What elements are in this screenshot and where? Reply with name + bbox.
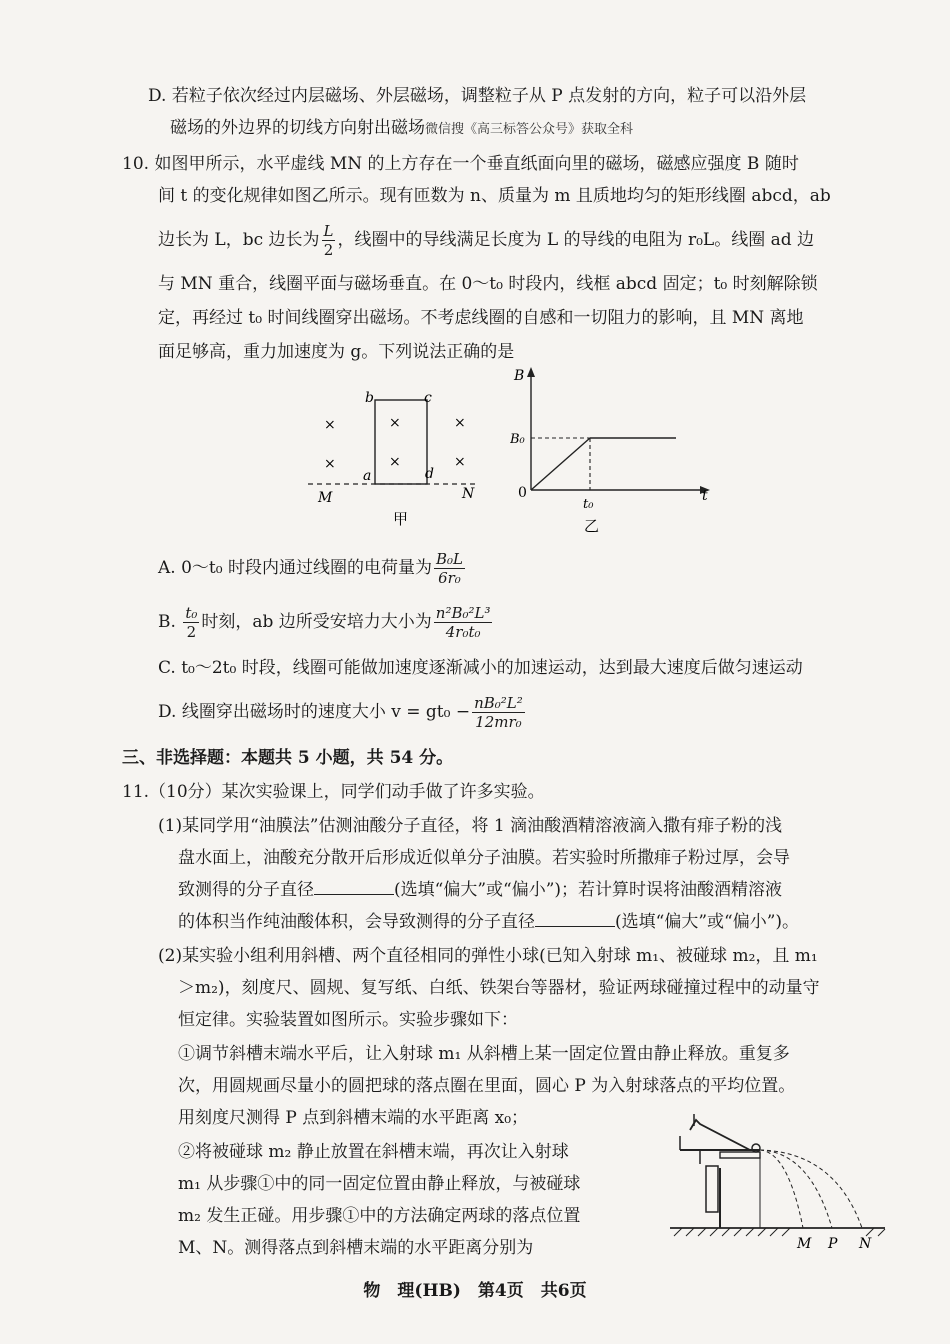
label-a: a xyxy=(363,468,372,484)
label-n: N xyxy=(859,1236,872,1252)
collision-apparatus-figure xyxy=(660,1106,890,1256)
q10-option-c: C. t₀～2t₀ 时段，线圈可能做加速度逐渐减小的加速运动，达到最大速度后做匀速运动 xyxy=(158,658,803,678)
p1-line4-a: 的体积当作纯油酸体积，会导致测得的分子直径 xyxy=(178,912,535,932)
q11-p1-line1: (1)某同学用“油膜法”估测油酸分子直径，将 1 滴油酸酒精溶液滴入撒有痱子粉的浅 xyxy=(158,816,783,836)
cross-mark: × xyxy=(454,415,466,431)
coil-rect xyxy=(375,400,427,484)
frac-num: nB₀²L² xyxy=(474,694,523,712)
q10-line3-b: ，线圈中的导线满足长度为 L 的导线的电阻为 r₀L。线圈 ad 边 xyxy=(337,230,815,250)
q11-p2-line3: 恒定律。实验装置如图所示。实验步骤如下： xyxy=(178,1010,518,1030)
origin-label: 0 xyxy=(518,485,527,501)
caption-jia: 甲 xyxy=(393,510,409,528)
stand-clamp xyxy=(706,1166,718,1212)
q9-option-d-text: 磁场的外边界的切线方向射出磁场 xyxy=(170,118,425,138)
option-a-text: A. 0～t₀ 时段内通过线圈的电荷量为 xyxy=(158,558,432,578)
trajectory-m xyxy=(760,1150,803,1228)
frac-den: 2 xyxy=(186,623,197,641)
q10-option-b xyxy=(158,604,494,641)
figure-jia xyxy=(308,380,488,530)
q9-option-d-line1: D. 若粒子依次经过内层磁场、外层磁场，调整粒子从 P 点发射的方向，粒子可以沿外层 xyxy=(148,86,807,106)
p1-line3-b: (选填“偏大”或“偏小”)；若计算时误将油酸酒精溶液 xyxy=(394,880,783,900)
section-3-heading: 三、非选择题：本题共 5 小题，共 54 分。 xyxy=(122,748,454,768)
q10-line6: 面足够高，重力加速度为 g。下列说法正确的是 xyxy=(158,342,515,362)
q10-line2: 间 t 的变化规律如图乙所示。现有匝数为 n、质量为 m 且质地均匀的矩形线圈 abcd，ab xyxy=(158,186,831,206)
chute-end xyxy=(720,1152,760,1158)
label-c: c xyxy=(424,390,432,406)
page-footer: 物 理(HB) 第4页 共6页 xyxy=(363,1281,587,1301)
label-b: b xyxy=(365,390,374,406)
option-d-text: D. 线圈穿出磁场时的速度大小 v = gt₀ − xyxy=(158,702,471,722)
q10-line5: 定，再经过 t₀ 时间线圈穿出磁场。不考虑线圈的自感和一切阻力的影响，且 MN 离地 xyxy=(158,308,804,328)
q11-p1-line3 xyxy=(178,878,782,902)
answer-blank-1[interactable] xyxy=(314,878,394,895)
frac-den: 12mr₀ xyxy=(475,713,522,731)
axis-label-t: t xyxy=(702,488,708,504)
cross-mark: × xyxy=(389,454,401,470)
frac-den: 2 xyxy=(323,241,334,259)
q11-p2-line2: ＞m₂)，刻度尺、圆规、复写纸、白纸、铁架台等器材，验证两球碰撞过程中的动量守 xyxy=(178,978,820,998)
q11-step1-line3: 用刻度尺测得 P 点到斜槽末端的水平距离 x₀； xyxy=(178,1108,529,1128)
fraction-l-over-2 xyxy=(322,222,336,259)
q11-step2-line2: m₁ 从步骤①中的同一固定位置由静止释放，与被碰球 xyxy=(178,1174,581,1194)
q11-step2-line4: M、N。测得落点到斜槽末端的水平距离分别为 xyxy=(178,1238,534,1258)
q10-line3 xyxy=(158,222,814,259)
chute xyxy=(690,1120,750,1150)
option-a-fraction xyxy=(434,550,465,587)
option-d-fraction xyxy=(472,694,525,731)
frac-num: B₀L xyxy=(435,550,463,568)
label-d: d xyxy=(425,466,434,482)
frac-den: 4r₀t₀ xyxy=(445,623,481,641)
frac-num: n²B₀²L³ xyxy=(435,604,491,622)
b-ramp-line xyxy=(531,438,590,490)
watermark: 微信搜《高三标答公众号》获取全科 xyxy=(425,122,634,137)
q10-line1: 10. 如图甲所示，水平虚线 MN 的上方存在一个垂直纸面向里的磁场，磁感应强度 B 随时 xyxy=(122,154,799,174)
axis-label-b: B xyxy=(514,368,525,384)
q11-step2-line1: ②将被碰球 m₂ 静止放置在斜槽末端，再次让入射球 xyxy=(178,1142,569,1162)
tick-b0: B₀ xyxy=(510,432,525,447)
tick-t0: t₀ xyxy=(583,497,594,512)
trajectory-p xyxy=(760,1150,832,1228)
y-axis-arrow xyxy=(527,367,535,377)
q11-step1-line1: ①调节斜槽末端水平后，让入射球 m₁ 从斜槽上某一固定位置由静止释放。重复多 xyxy=(178,1044,790,1064)
q11-p1-line4 xyxy=(178,910,799,934)
p1-line4-b: (选填“偏大”或“偏小”)。 xyxy=(615,912,800,932)
cross-mark: × xyxy=(389,415,401,431)
q11-p1-line2: 盘水面上，油酸充分散开后形成近似单分子油膜。若实验时所撒痱子粉过厚，会导 xyxy=(178,848,790,868)
label-m: M xyxy=(318,490,333,506)
cross-mark: × xyxy=(454,454,466,470)
label-n: N xyxy=(462,486,475,502)
q11-head: 11.（10分）某次实验课上，同学们动手做了许多实验。 xyxy=(122,782,545,802)
q10-option-d xyxy=(158,694,527,731)
frac-den: 6r₀ xyxy=(438,569,461,587)
frac-num: L xyxy=(323,222,334,240)
frac-num: t₀ xyxy=(185,604,198,622)
trajectory-n xyxy=(760,1150,862,1228)
q11-step1-line2: 次，用圆规画尽量小的圆把球的落点圈在里面，圆心 P 为入射球落点的平均位置。 xyxy=(178,1076,796,1096)
q10-line3-a: 边长为 L，bc 边长为 xyxy=(158,230,320,250)
figure-yi xyxy=(510,365,720,535)
ground-hatch xyxy=(674,1228,885,1236)
label-p: P xyxy=(828,1236,838,1252)
option-b-text: 时刻，ab 边所受安培力大小为 xyxy=(201,612,432,632)
q10-line4: 与 MN 重合，线圈平面与磁场垂直。在 0～t₀ 时段内，线框 abcd 固定；t₀ 时刻解除锁 xyxy=(158,274,818,294)
q9-option-d-line2 xyxy=(170,116,633,142)
p1-line3-a: 致测得的分子直径 xyxy=(178,880,314,900)
q10-option-a xyxy=(158,550,467,587)
option-b-prefix: B. xyxy=(158,612,176,632)
option-b-time-fraction xyxy=(183,604,199,641)
label-m: M xyxy=(797,1236,812,1252)
q11-p2-line1: (2)某实验小组利用斜槽、两个直径相同的弹性小球(已知入射球 m₁、被碰球 m₂，且 m₁ xyxy=(158,946,818,966)
answer-blank-2[interactable] xyxy=(535,910,615,927)
caption-yi: 乙 xyxy=(584,517,600,535)
option-b-force-fraction xyxy=(434,604,493,641)
q11-step2-line3: m₂ 发生正碰。用步骤①中的方法确定两球的落点位置 xyxy=(178,1206,581,1226)
cross-mark: × xyxy=(324,456,336,472)
cross-mark: × xyxy=(324,417,336,433)
